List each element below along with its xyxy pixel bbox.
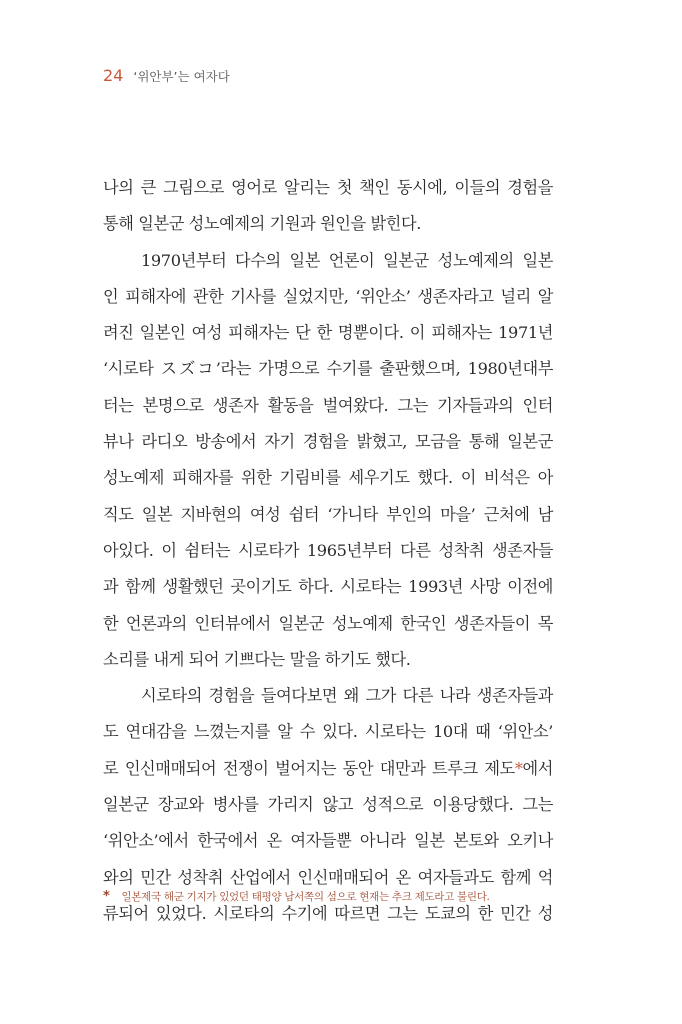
footnote-reference-mark: * <box>514 758 523 778</box>
text-line: 인 피해자에 관한 기사를 실었지만, ‘위안소’ 생존자라고 널리 알 <box>103 286 553 306</box>
text-line: 려진 일본인 여성 피해자는 단 한 명뿐이다. 이 피해자는 1971년 <box>103 323 553 343</box>
text-line: 아있다. 이 쉼터는 시로타가 1965년부터 다른 성착취 생존자들 <box>103 540 553 560</box>
body-text <box>103 170 553 932</box>
text-line: ‘위안소’에서 한국에서 온 여자들뿐 아니라 일본 본토와 오키나 <box>103 831 553 851</box>
text-line: 터는 본명으로 생존자 활동을 벌여왔다. 그는 기자들과의 인터 <box>103 395 553 415</box>
text-line: 통해 일본군 성노예제의 기원과 원인을 밝힌다. <box>103 214 421 234</box>
text-line: 류되어 있었다. 시로타의 수기에 따르면 그는 도쿄의 한 민간 성 <box>103 903 553 923</box>
text-line: 시로타의 경험을 들여다보면 왜 그가 다른 나라 생존자들과 <box>141 686 553 706</box>
book-title: ‘위안부’는 여자다 <box>133 69 230 84</box>
text-line: 도 연대감을 느꼈는지를 알 수 있다. 시로타는 10대 때 ‘위안소’ <box>103 722 553 742</box>
text-line: ‘시로타 スズコ’라는 가명으로 수기를 출판했으며, 1980년대부 <box>103 359 553 379</box>
text-line-suffix: 에서 <box>522 758 553 778</box>
text-line: 일본군 장교와 병사를 가리지 않고 성적으로 이용당했다. 그는 <box>103 795 553 815</box>
text-line: 나의 큰 그림으로 영어로 알리는 첫 책인 동시에, 이들의 경험을 <box>103 178 553 197</box>
text-line <box>103 751 553 787</box>
page-number: 24 <box>103 66 124 85</box>
running-head <box>103 66 230 85</box>
footnote <box>103 889 563 904</box>
text-line: 1970년부터 다수의 일본 언론이 일본군 성노예제의 일본 <box>141 250 553 270</box>
text-line: 와의 민간 성착취 산업에서 인신매매되어 온 여자들과도 함께 억 <box>103 867 553 887</box>
text-line: 과 함께 생활했던 곳이기도 하다. 시로타는 1993년 사망 이전에 <box>103 577 553 597</box>
text-line: 한 언론과의 인터뷰에서 일본군 성노예제 한국인 생존자들이 목 <box>103 613 553 633</box>
text-line: 직도 일본 지바현의 여성 쉼터 ‘가니타 부인의 마을’ 근처에 남 <box>103 504 553 524</box>
text-line-content: 로 인신매매되어 전쟁이 벌어지는 동안 대만과 트루크 제도 <box>103 758 515 778</box>
footnote-text: 일본제국 해군 기지가 있었던 태평양 남서쪽의 섬으로 현재는 추크 제도라고 불린다. <box>121 891 490 903</box>
footnote-mark: * <box>103 889 110 904</box>
text-line: 뷰나 라디오 방송에서 자기 경험을 밝혔고, 모금을 통해 일본군 <box>103 432 553 452</box>
text-line: 성노예제 피해자를 위한 기림비를 세우기도 했다. 이 비석은 아 <box>103 468 553 488</box>
text-line: 소리를 내게 되어 기쁘다는 말을 하기도 했다. <box>103 649 411 669</box>
